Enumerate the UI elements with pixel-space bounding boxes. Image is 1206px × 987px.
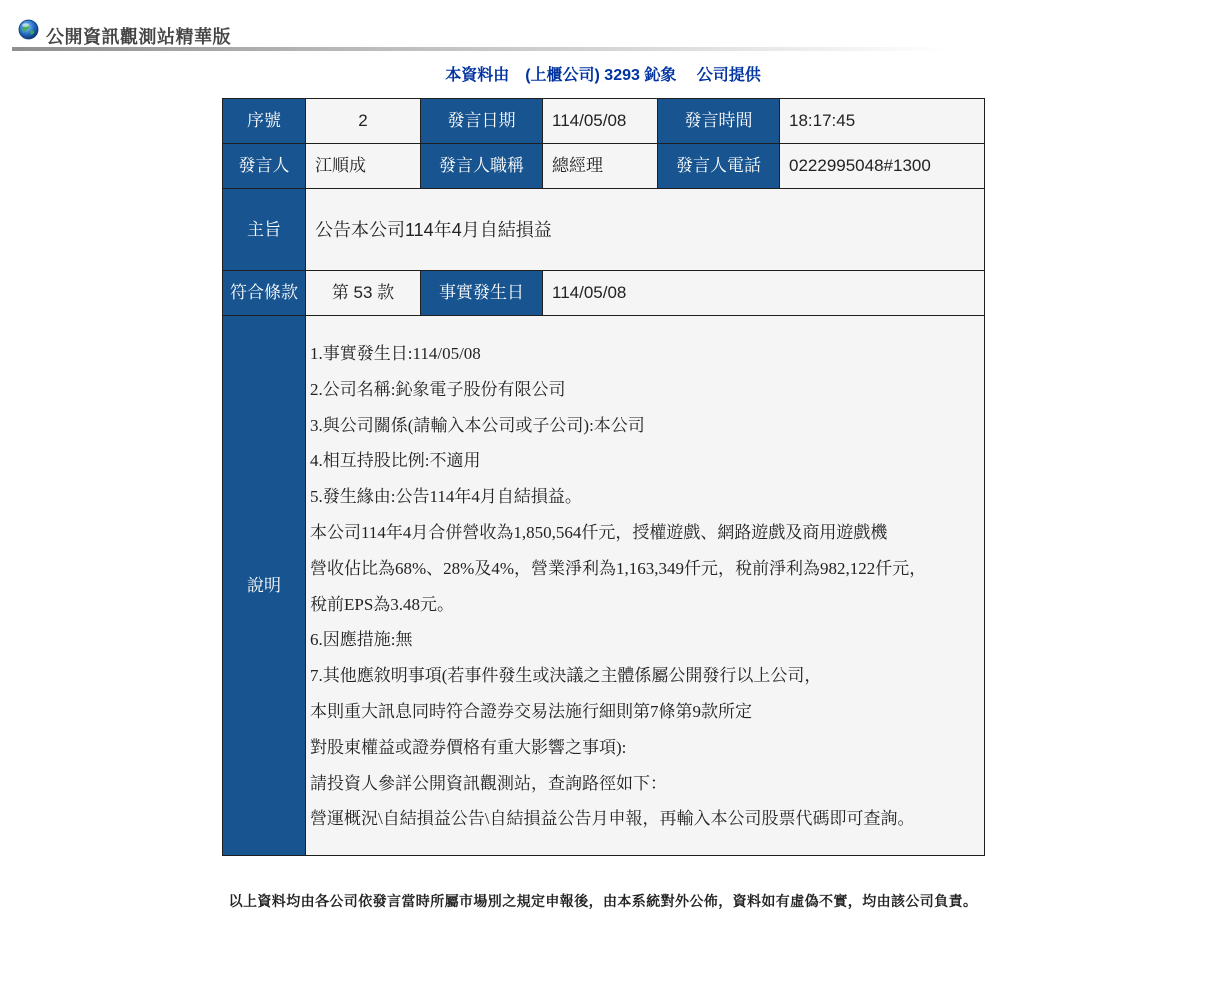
provider-line: 本資料由 (上櫃公司) 3293 鈊象 公司提供 [445,67,761,84]
description-line: 稅前EPS為3.48元。 [310,594,455,614]
event-date-value: 114/05/08 [543,271,985,316]
date-label: 發言日期 [421,99,543,144]
table-row [223,189,985,271]
disclaimer: 以上資料均由各公司依發言當時所屬市場別之規定申報後，由本系統對外公佈，資料如有虛偽不實，均由該公司負責。 [228,893,978,909]
time-value: 18:17:45 [780,99,985,144]
clause-value: 第 53 款 [306,271,421,316]
description-label: 說明 [223,316,306,856]
description-line: 6.因應措施:無 [310,630,413,650]
event-date-label: 事實發生日 [421,271,543,316]
clause-label: 符合條款 [223,271,306,316]
site-header [12,18,947,52]
description-line: 2.公司名稱:鈊象電子股份有限公司 [310,379,566,399]
description-line: 5.發生緣由:公告114年4月自結損益。 [310,487,582,507]
speaker-value: 江順成 [306,144,421,189]
speaker-label: 發言人 [223,144,306,189]
description-line: 3.與公司關係(請輸入本公司或子公司):本公司 [310,415,645,435]
description-line: 本則重大訊息同時符合證券交易法施行細則第7條第9款所定 [310,701,752,721]
speaker-title-value: 總經理 [543,144,658,189]
speaker-phone-value: 0222995048#1300 [780,144,985,189]
table-row [223,99,985,144]
description-line: 營運概況\自結損益公告\自結損益公告月申報，再輸入本公司股票代碼即可查詢。 [310,809,915,829]
table-row [223,316,985,856]
speaker-phone-label: 發言人電話 [658,144,780,189]
description-body [306,316,985,856]
time-label: 發言時間 [658,99,780,144]
description-line: 4.相互持股比例:不適用 [310,451,481,471]
serial-label: 序號 [223,99,306,144]
table-row [223,144,985,189]
description-line: 請投資人參詳公開資訊觀測站，查詢路徑如下： [310,773,667,793]
globe-icon [18,19,39,40]
description-line: 7.其他應敘明事項(若事件發生或決議之主體係屬公開發行以上公司， [310,666,822,686]
subject-label: 主旨 [223,189,306,271]
subject-value: 公告本公司114年4月自結損益 [306,189,985,271]
description-line: 營收佔比為68%、28%及4%，營業淨利為1,163,349仟元，稅前淨利為982,122仟元， [310,558,927,578]
table-row [223,271,985,316]
header-divider [12,47,947,51]
announcement-table [222,98,985,856]
site-title: 公開資訊觀測站精華版 [46,27,231,47]
serial-value: 2 [306,99,421,144]
speaker-title-label: 發言人職稱 [421,144,543,189]
description-line: 本公司114年4月合併營收為1,850,564仟元，授權遊戲、網路遊戲及商用遊戲機 [310,522,888,542]
description-line: 1.事實發生日:114/05/08 [310,344,481,363]
description-line: 對股東權益或證券價格有重大影響之事項): [310,737,627,757]
date-value: 114/05/08 [543,99,658,144]
